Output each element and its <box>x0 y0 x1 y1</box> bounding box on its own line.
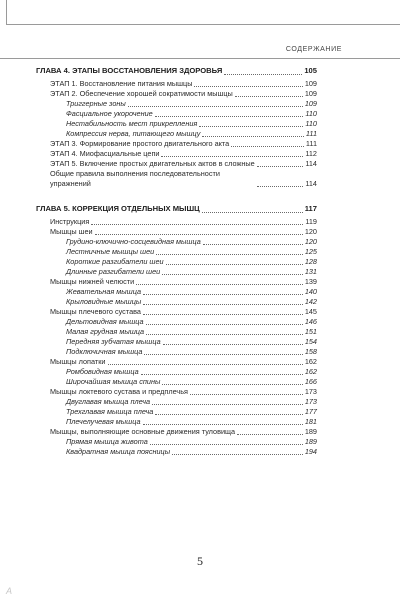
dot-leader <box>144 353 302 355</box>
toc-entry[interactable] <box>36 297 317 307</box>
toc-entry-title: Мышцы плечевого сустава <box>50 307 141 316</box>
dot-leader <box>202 135 304 137</box>
toc-entry-page: 166 <box>304 377 317 386</box>
toc-entry-page: 117 <box>304 204 317 213</box>
toc-entry[interactable] <box>36 427 317 437</box>
toc-entry-title: Длинные разгибатели шеи <box>66 267 161 276</box>
toc-entry-title: ГЛАВА 5. КОРРЕКЦИЯ ОТДЕЛЬНЫХ МЫШЦ <box>36 204 200 213</box>
toc-entry[interactable] <box>36 257 317 267</box>
toc-entry-title: Мышцы лопатки <box>50 357 106 366</box>
toc-entry-title: Грудино-ключично-сосцевидная мышца <box>66 237 201 246</box>
toc-entry-page: 105 <box>304 66 317 75</box>
header-rule <box>0 58 400 59</box>
page-number: 5 <box>197 554 203 568</box>
toc-entry[interactable] <box>36 119 317 129</box>
toc-entry-page: 114 <box>305 159 317 168</box>
toc-entry-title: Короткие разгибатели шеи <box>66 257 164 266</box>
dot-leader <box>161 155 303 157</box>
dot-leader <box>190 393 303 395</box>
toc-entry-page: 173 <box>304 387 317 396</box>
toc-entry-title: Прямая мышца живота <box>66 437 148 446</box>
toc-entry-title: Двуглавая мышца плеча <box>66 397 151 406</box>
toc-entry-page: 125 <box>304 247 317 256</box>
toc-entry-title: Нестабильность мест прикрепления <box>66 119 198 128</box>
toc-entry[interactable] <box>36 327 317 337</box>
dot-leader <box>143 313 303 315</box>
dot-leader <box>95 233 303 235</box>
toc-entry[interactable] <box>36 109 317 119</box>
toc-entry-title: ЭТАП 2. Обеспечение хорошей сократимости мышцы <box>50 89 233 98</box>
toc-entry[interactable] <box>36 227 317 237</box>
toc-entry-page: 110 <box>305 109 317 118</box>
toc-entry[interactable] <box>36 367 317 377</box>
toc-entry-title: Передняя зубчатая мышца <box>66 337 161 346</box>
dot-leader <box>150 443 303 445</box>
dot-leader <box>224 73 302 75</box>
toc-entry-title: Дельтовидная мышца <box>66 317 144 326</box>
toc-entry-page: 109 <box>304 79 317 88</box>
dot-leader <box>257 185 303 187</box>
toc-entry-title: Мышцы шеи <box>50 227 93 236</box>
toc-entry[interactable] <box>36 277 317 287</box>
dot-leader <box>141 373 303 375</box>
dot-leader <box>155 115 304 117</box>
toc-entry-page: 109 <box>304 99 317 108</box>
chapter-heading[interactable] <box>36 203 317 215</box>
toc-entry-title: Широчайшая мышца спины <box>66 377 161 386</box>
toc-entry-title: Общие правила выполнения последовательности упражнений <box>50 169 220 188</box>
dot-leader <box>203 243 303 245</box>
toc-entry-page: 154 <box>304 337 317 346</box>
dot-leader <box>152 403 303 405</box>
toc-entry-page: 119 <box>305 217 317 226</box>
toc-entry[interactable] <box>36 377 317 387</box>
toc-entry[interactable] <box>36 159 317 169</box>
toc-entry[interactable] <box>36 99 317 109</box>
toc-entry-title: Лестничные мышцы шеи <box>66 247 155 256</box>
toc-entry[interactable] <box>36 387 317 397</box>
toc-entry-page: 162 <box>304 367 317 376</box>
toc-entry[interactable] <box>36 149 317 159</box>
toc-entry[interactable] <box>36 247 317 257</box>
toc-entry-page: 111 <box>305 129 317 138</box>
toc-entry-page: 189 <box>304 427 317 436</box>
dot-leader <box>162 273 303 275</box>
dot-leader <box>231 145 304 147</box>
toc-entry-page: 114 <box>305 179 317 188</box>
toc-entry[interactable] <box>36 287 317 297</box>
dot-leader <box>136 283 303 285</box>
toc-entry[interactable] <box>36 357 317 367</box>
toc-entry[interactable] <box>36 267 317 277</box>
toc-entry[interactable] <box>36 437 317 447</box>
dot-leader <box>143 303 303 305</box>
toc-entry-page: 128 <box>304 257 317 266</box>
running-head: СОДЕРЖАНИЕ <box>285 46 342 53</box>
toc-entry-title: Плечелучевая мышца <box>66 417 141 426</box>
dot-leader <box>146 333 303 335</box>
toc-entry-page: 112 <box>305 149 317 158</box>
toc-entry[interactable] <box>36 307 317 317</box>
toc-entry-page: 173 <box>304 397 317 406</box>
dot-leader <box>257 165 304 167</box>
dot-leader <box>194 85 302 87</box>
toc-entry-title: Компрессия нерва, питающего мышцу <box>66 129 201 138</box>
toc-entry-page: 139 <box>304 277 317 286</box>
toc-entry-title: Триггерные зоны <box>66 99 126 108</box>
toc-entry-page: 131 <box>304 267 317 276</box>
toc-entry-page: 151 <box>304 327 317 336</box>
dot-leader <box>162 383 302 385</box>
toc-entry[interactable] <box>36 89 317 99</box>
page-frame-horizontal-line <box>6 24 400 25</box>
toc-entry-title: Инструкция <box>50 217 90 226</box>
dot-leader <box>143 293 303 295</box>
dot-leader <box>91 223 303 225</box>
toc-entry-title: Ромбовидная мышца <box>66 367 139 376</box>
toc-entry[interactable] <box>36 217 317 227</box>
dot-leader <box>155 413 302 415</box>
toc-entry-title: Мышцы локтевого сустава и предплечья <box>50 387 188 396</box>
toc-entry-title: ЭТАП 3. Формирование простого двигательного акта <box>50 139 230 148</box>
toc-entry[interactable] <box>36 347 317 357</box>
toc-entry[interactable] <box>36 417 317 427</box>
chapter-block <box>36 65 317 189</box>
toc-entry[interactable] <box>36 317 317 327</box>
toc-entry[interactable] <box>36 447 317 457</box>
toc-entry[interactable] <box>36 129 317 139</box>
dot-leader <box>166 263 303 265</box>
dot-leader <box>235 95 303 97</box>
chapter-block <box>36 203 317 457</box>
dot-leader <box>202 211 303 213</box>
toc-entry-page: 109 <box>304 89 317 98</box>
dot-leader <box>199 125 303 127</box>
toc-entry[interactable] <box>36 169 317 189</box>
toc-entry-page: 145 <box>304 307 317 316</box>
toc-entry-page: 181 <box>304 417 317 426</box>
toc-entry[interactable] <box>36 139 317 149</box>
toc-entry[interactable] <box>36 337 317 347</box>
toc-entry-page: 120 <box>304 227 317 236</box>
toc-entry-title: Квадратная мышца поясницы <box>66 447 171 456</box>
dot-leader <box>143 423 303 425</box>
toc-entry-page: 142 <box>304 297 317 306</box>
dot-leader <box>108 363 303 365</box>
toc-entry-title: Жевательная мышца <box>66 287 142 296</box>
dot-leader <box>163 343 303 345</box>
toc-entry[interactable] <box>36 397 317 407</box>
toc-entry-page: 140 <box>304 287 317 296</box>
dot-leader <box>172 453 303 455</box>
toc-entry-title: Мышцы, выполняющие основные движения туловища <box>50 427 236 436</box>
dot-leader <box>128 105 303 107</box>
toc-entry[interactable] <box>36 407 317 417</box>
toc-entry-title: ЭТАП 4. Миофасциальные цепи <box>50 149 160 158</box>
toc-entry-title: ЭТАП 1. Восстановление питания мышцы <box>50 79 193 88</box>
toc-entry-title: Трехглавая мышца плеча <box>66 407 154 416</box>
toc-entry-title: Подключичная мышца <box>66 347 143 356</box>
toc-entry-page: 146 <box>304 317 317 326</box>
toc-entry-title: Крыловидные мышцы <box>66 297 142 306</box>
chapter-heading[interactable] <box>36 65 317 77</box>
dot-leader <box>237 433 303 435</box>
page-frame-vertical-line <box>6 0 7 24</box>
toc-entry-page: 194 <box>304 447 317 456</box>
corner-watermark: А <box>6 586 13 596</box>
toc-entry-page: 177 <box>304 407 317 416</box>
toc-entry-page: 111 <box>305 139 317 148</box>
toc-entry[interactable] <box>36 79 317 89</box>
dot-leader <box>156 253 303 255</box>
toc-entry-title: Малая грудная мышца <box>66 327 145 336</box>
toc-entry-page: 158 <box>304 347 317 356</box>
table-of-contents <box>36 65 317 471</box>
toc-entry-title: Мышцы нижней челюсти <box>50 277 135 286</box>
toc-entry-title: Фасциальное укорочение <box>66 109 153 118</box>
toc-entry-title: ЭТАП 5. Включение простых двигательных актов в сложные <box>50 159 255 168</box>
toc-entry-page: 189 <box>304 437 317 446</box>
toc-entry[interactable] <box>36 237 317 247</box>
toc-entry-page: 120 <box>304 237 317 246</box>
dot-leader <box>146 323 303 325</box>
toc-entry-page: 162 <box>304 357 317 366</box>
toc-entry-page: 110 <box>305 119 317 128</box>
toc-entry-title: ГЛАВА 4. ЭТАПЫ ВОССТАНОВЛЕНИЯ ЗДОРОВЬЯ <box>36 66 223 75</box>
